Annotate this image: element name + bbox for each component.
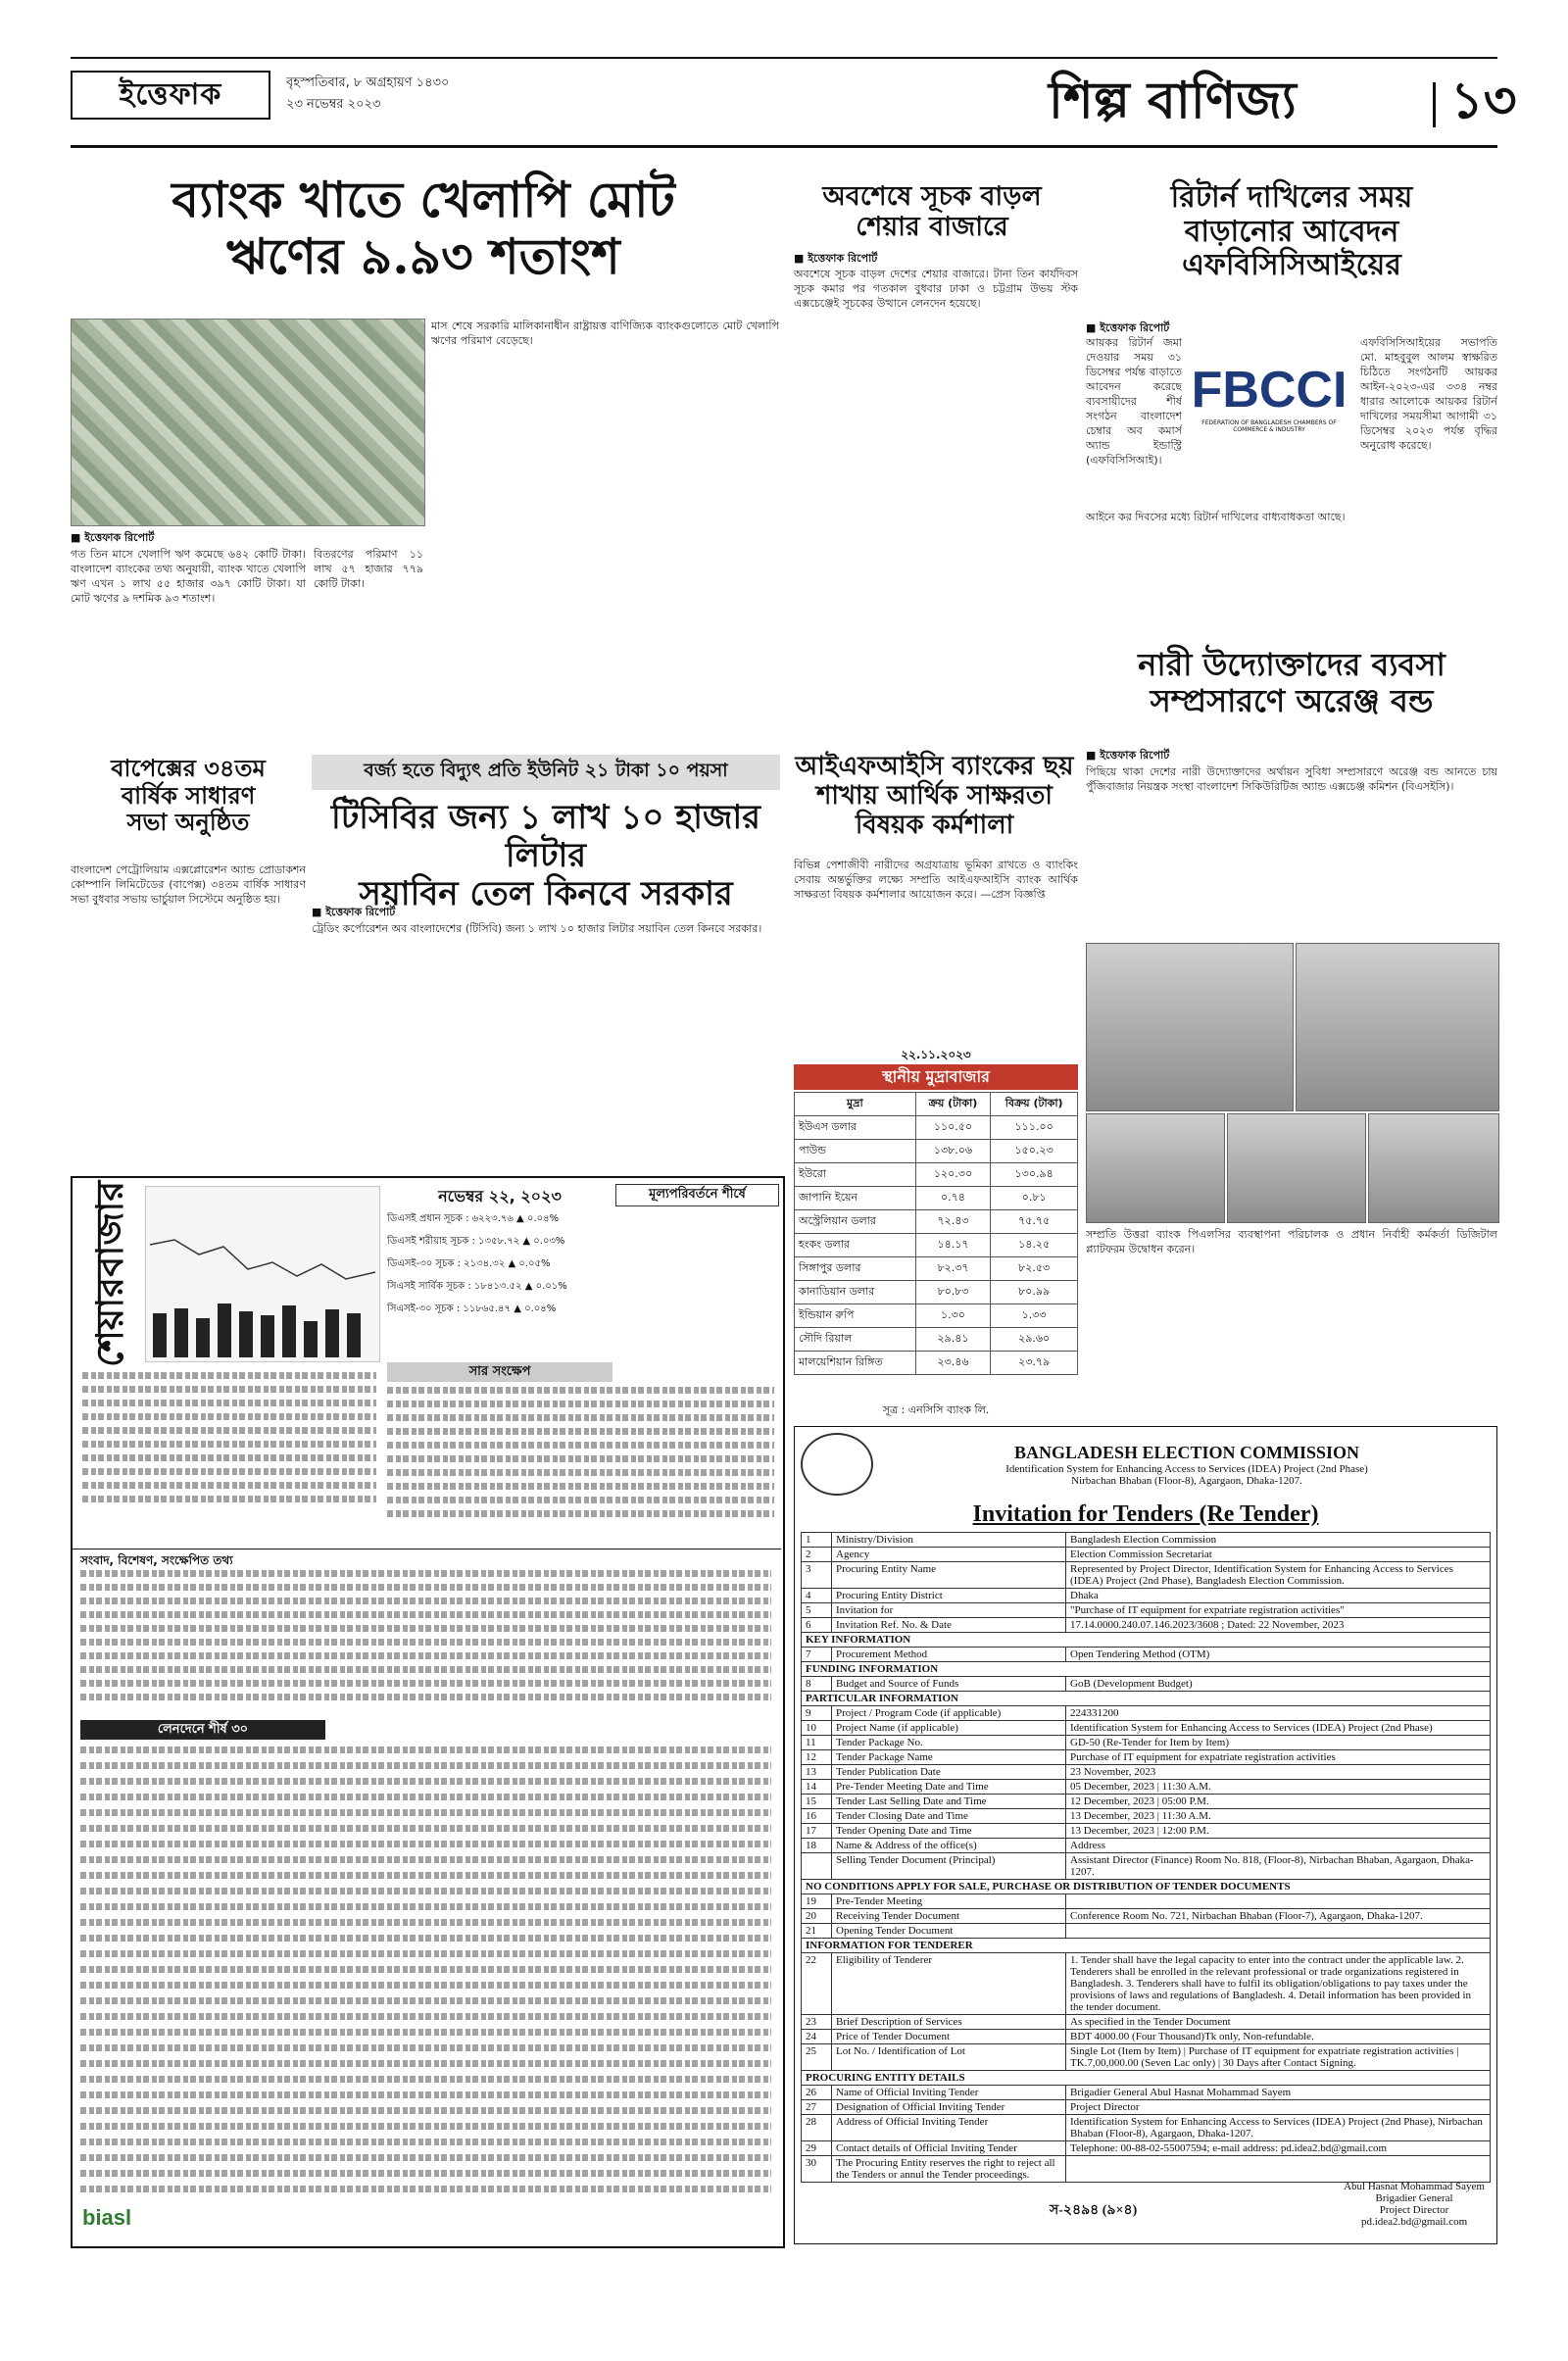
tender-row-value: As specified in the Tender Document xyxy=(1066,2015,1491,2030)
currency-cell: ৭৫.৭৫ xyxy=(991,1210,1078,1234)
currency-header: বিক্রয় (টাকা) xyxy=(991,1093,1078,1116)
tender-row xyxy=(802,2071,1491,2086)
tender-row-number: 9 xyxy=(802,1706,832,1721)
tender-section-heading: INFORMATION FOR TENDERER xyxy=(802,1939,1491,1953)
tender-row-number: 5 xyxy=(802,1603,832,1618)
tender-row-number: 18 xyxy=(802,1839,832,1853)
index-line-item: সিএসই সার্বিক সূচক : ১৮৪১৩.৫২ ▲ ০.০১% xyxy=(387,1281,567,1292)
bapex-headline-3: সভা অনুষ্ঠিত xyxy=(126,808,250,837)
tender-row xyxy=(802,2141,1491,2156)
tender-section-heading: PARTICULAR INFORMATION xyxy=(802,1692,1491,1706)
tender-row-label: The Procuring Entity reserves the right to reject all the Tenders or annul the Tender proceedings. xyxy=(832,2156,1066,2183)
tender-section-heading: KEY INFORMATION xyxy=(802,1633,1491,1648)
currency-cell: ২৯.৬০ xyxy=(991,1328,1078,1352)
currency-cell: ৭২.৪৩ xyxy=(915,1210,991,1234)
tender-row-value: Open Tendering Method (OTM) xyxy=(1066,1648,1491,1662)
main-byline: ■ ইত্তেফাক রিপোর্ট xyxy=(71,531,155,544)
bapex-headline-1: বাপেক্সের ৩৪তম xyxy=(111,754,266,782)
tender-row xyxy=(802,1648,1491,1662)
fbcci-headline xyxy=(1086,181,1497,283)
tender-row-value: 13 December, 2023 | 12:00 P.M. xyxy=(1066,1824,1491,1839)
currency-cell: ৮০.৯৯ xyxy=(991,1281,1078,1304)
tender-row-value: Project Director xyxy=(1066,2100,1491,2115)
tcb-headline xyxy=(312,799,780,913)
tender-row-label: Ministry/Division xyxy=(832,1533,1066,1548)
market-headline-2: শেয়ার বাজারে xyxy=(856,212,1008,243)
tender-row-number: 19 xyxy=(802,1894,832,1909)
uttara-caption: সম্প্রতি উত্তরা ব্যাংক পিএলসির ব্যবস্থাপনা পরিচালক ও প্রধান নির্বাহী কর্মকর্তা ডিজিটাল প্ল্যাটফরম উদ্বোধন করেন। xyxy=(1086,1228,1497,1255)
currency-cell: ১১০.৫০ xyxy=(915,1116,991,1140)
women-headline-2: সম্প্রসারণে অরেঞ্জ বন্ড xyxy=(1150,681,1434,719)
uttara-photo-5 xyxy=(1368,1113,1499,1223)
index-line-item: ডিএসই-৩০ সূচক : ২১৩৪.৩২ ▲ ০.০৫% xyxy=(387,1258,551,1269)
main-lead: গত তিন মাসে খেলাপি ঋণ কমেছে ৬৪২ কোটি টাকা। বাংলাদেশ ব্যাংকের তথ্য অনুযায়ী, ব্যাংক খাতে খেলাপি ঋণ এখন ১ লাখ ৫৫ হাজার ৩৯৭ কোটি টাকা। যা মোট ঋণের ৯ দশমিক ৯৩ শতাংশ। xyxy=(71,548,306,605)
tender-row xyxy=(802,1662,1491,1677)
tender-row-number: 20 xyxy=(802,1909,832,1924)
fbcci-byline: ■ ইত্তেফাক রিপোর্ট xyxy=(1086,321,1170,334)
tender-row-label: Tender Opening Date and Time xyxy=(832,1824,1066,1839)
tender-row-value: Election Commission Secretariat xyxy=(1066,1548,1491,1562)
tender-row-label: Eligibility of Tenderer xyxy=(832,1953,1066,2015)
tender-row-value: 05 December, 2023 | 11:30 A.M. xyxy=(1066,1780,1491,1795)
women-lead: পিছিয়ে থাকা দেশের নারী উদ্যোক্তাদের অর্থায়ন সুবিধা সম্প্রসারণে অরেঞ্জ বন্ড আনতে চায় পুঁজিবাজার নিয়ন্ত্রক সংস্থা বাংলাদেশ সিকিউরিটিজ অ্যান্ড এক্সচেঞ্জ কমিশন (বিএসইসি)। xyxy=(1086,765,1497,793)
uttara-photo-2 xyxy=(1296,943,1499,1111)
tender-row-value: 13 December, 2023 | 11:30 A.M. xyxy=(1066,1809,1491,1824)
tender-row xyxy=(802,1880,1491,1894)
women-headline-1: নারী উদ্যোক্তাদের ব্যবসা xyxy=(1138,646,1446,683)
ific-headline-1: আইএফআইসি ব্যাংকের ছয় xyxy=(795,752,1074,781)
ific-headline-3: বিষয়ক কর্মশালা xyxy=(855,810,1014,840)
page-number: ১৩ xyxy=(1450,71,1517,130)
tender-row xyxy=(802,2115,1491,2141)
currency-header: মুদ্রা xyxy=(795,1093,916,1116)
tender-row-number: 6 xyxy=(802,1618,832,1633)
tcb-byline: ■ ইত্তেফাক রিপোর্ট xyxy=(312,906,396,918)
tender-section-heading: PROCURING ENTITY DETAILS xyxy=(802,2071,1491,2086)
index-lines xyxy=(387,1207,612,1320)
tender-row-number: 22 xyxy=(802,1953,832,2015)
volume-bar xyxy=(347,1313,361,1357)
currency-cell: ২৩.৪৬ xyxy=(915,1352,991,1375)
tender-row-label: Receiving Tender Document xyxy=(832,1909,1066,1924)
index-line-item: ডিএসই প্রধান সূচক : ৬২২৩.৭৬ ▲ ০.০৪% xyxy=(387,1213,560,1224)
tender-row-value: 12 December, 2023 | 05:00 P.M. xyxy=(1066,1795,1491,1809)
tender-notice xyxy=(794,1426,1497,2244)
tender-row-label: Tender Publication Date xyxy=(832,1765,1066,1780)
tender-row xyxy=(802,1677,1491,1692)
tender-row-value xyxy=(1066,1924,1491,1939)
fbcci-lead: আয়কর রিটার্ন জমা দেওয়ার সময় ৩১ ডিসেম্বর পর্যন্ত বাড়াতে আবেদন করেছে ব্যবসায়ীদের শীর্ষ সংগঠন বাংলাদেশ চেম্বার অব কমার্স অ্যান্ড ইন্ডাস্ট্রি (এফবিসিসিআই)। xyxy=(1086,336,1182,467)
tender-row-value: Identification System for Enhancing Access to Services (IDEA) Project (2nd Phase), Nirbachan Bhaban (Floor-8), Agargaon, Dhaka-1207. xyxy=(1066,2115,1491,2141)
tender-row-number xyxy=(802,1853,832,1880)
currency-header-row xyxy=(795,1093,1078,1116)
tender-row xyxy=(802,2086,1491,2100)
tender-row-label: Address of Official Inviting Tender xyxy=(832,2115,1066,2141)
main-headline xyxy=(71,172,776,284)
section-divider xyxy=(1433,82,1436,127)
tender-row-label: Project Name (if applicable) xyxy=(832,1721,1066,1736)
currency-date: ২২.১১.২০২৩ xyxy=(901,1048,971,1061)
currency-cell: ১২০.৩০ xyxy=(915,1163,991,1187)
fbcci-logo xyxy=(1186,338,1352,456)
listing-strips-left xyxy=(82,1372,376,1544)
tender-row-number: 8 xyxy=(802,1677,832,1692)
tender-row xyxy=(802,1953,1491,2015)
tender-row-value: Purchase of IT equipment for expatriate registration activities xyxy=(1066,1750,1491,1765)
tender-row-label: Tender Closing Date and Time xyxy=(832,1809,1066,1824)
tender-row-number: 2 xyxy=(802,1548,832,1562)
signatory-name: Abul Hasnat Mohammad Sayem xyxy=(1344,2181,1485,2192)
tender-row-label: Procuring Entity District xyxy=(832,1589,1066,1603)
tender-row-number: 10 xyxy=(802,1721,832,1736)
currency-cell: সিঙ্গাপুর ডলার xyxy=(795,1257,916,1281)
currency-cell: ইউএস ডলার xyxy=(795,1116,916,1140)
tender-project: Identification System for Enhancing Access to Services (IDEA) Project (2nd Phase) xyxy=(1005,1462,1368,1475)
tcb-headline-2: সয়াবিন তেল কিনবে সরকার xyxy=(359,874,733,914)
tender-row-label: Designation of Official Inviting Tender xyxy=(832,2100,1066,2115)
main-col-2: বিতরণের পরিমাণ ১১ লাখ ৫৭ হাজার ৭৭৯ কোটি টাকা। xyxy=(314,548,423,590)
index-line-item: সিএসই-৩০ সূচক : ১১৮৬৫.৪৭ ▲ ০.০৪% xyxy=(387,1303,557,1314)
tender-row-value: Conference Room No. 721, Nirbachan Bhaban (Floor-7), Agargaon, Dhaka-1207. xyxy=(1066,1909,1491,1924)
tender-row xyxy=(802,1909,1491,1924)
tender-row-label: Tender Last Selling Date and Time xyxy=(832,1795,1066,1809)
tcb-kicker: বর্জ্য হতে বিদ্যুৎ প্রতি ইউনিট ২১ টাকা ১০ পয়সা xyxy=(312,755,780,790)
tender-row-value: GoB (Development Budget) xyxy=(1066,1677,1491,1692)
tender-title: Invitation for Tenders (Re Tender) xyxy=(972,1501,1319,1527)
tender-row-value: Dhaka xyxy=(1066,1589,1491,1603)
tcb-lead: ট্রেডিং কর্পোরেশন অব বাংলাদেশের (টিসিবি) জন্য ১ লাখ ১০ হাজার লিটার সয়াবিন তেল কিনবে সরকার। xyxy=(312,922,762,935)
tender-row-number: 29 xyxy=(802,2141,832,2156)
currency-row xyxy=(795,1281,1078,1304)
volume-bar xyxy=(153,1313,167,1357)
tender-row-number: 1 xyxy=(802,1533,832,1548)
volume-bar xyxy=(196,1318,210,1357)
tender-org: BANGLADESH ELECTION COMMISSION xyxy=(1013,1442,1360,1462)
currency-cell: হংকং ডলার xyxy=(795,1234,916,1257)
tender-row-value: 1. Tender shall have the legal capacity to enter into the contract under the applicable law. 2. Tenderers shall be enrolled in the relevant professional or trade organizations registered in Bangladesh. 3. Tenderers shall have to fulfil its obligation/obligations to pay taxes under the provisions of laws and regulations of Bangladesh. 4. Detail information has been provided in the tender document. xyxy=(1066,1953,1491,2015)
tender-row-label: Invitation for xyxy=(832,1603,1066,1618)
tender-row-label: Contact details of Official Inviting Tender xyxy=(832,2141,1066,2156)
currency-row xyxy=(795,1257,1078,1281)
tender-row-number: 24 xyxy=(802,2030,832,2044)
election-commission-seal xyxy=(801,1433,873,1496)
tender-row xyxy=(802,1533,1491,1548)
tender-row-number: 28 xyxy=(802,2115,832,2141)
tender-row-label: Lot No. / Identification of Lot xyxy=(832,2044,1066,2071)
tender-row xyxy=(802,1562,1491,1589)
currency-row xyxy=(795,1210,1078,1234)
date-line-2: ২৩ নভেম্বর ২০২৩ xyxy=(286,97,381,112)
tender-row xyxy=(802,1750,1491,1765)
tender-row xyxy=(802,2156,1491,2183)
currency-cell: জাপানি ইয়েন xyxy=(795,1187,916,1210)
tender-section-heading: FUNDING INFORMATION xyxy=(802,1662,1491,1677)
signatory-email: pd.idea2.bd@gmail.com xyxy=(1360,2216,1468,2228)
tender-row-value: Assistant Director (Finance) Room No. 818, (Floor-8), Nirbachan Bhaban, Agargaon, Dhaka-1207. xyxy=(1066,1853,1491,1880)
currency-cell: কানাডিয়ান ডলার xyxy=(795,1281,916,1304)
tender-row-value: Brigadier General Abul Hasnat Mohammad Sayem xyxy=(1066,2086,1491,2100)
tender-row-label: Name of Official Inviting Tender xyxy=(832,2086,1066,2100)
tender-row xyxy=(802,1721,1491,1736)
tender-row-number: 3 xyxy=(802,1562,832,1589)
uttara-photo-1 xyxy=(1086,943,1294,1111)
currency-cell: ২৯.৪১ xyxy=(915,1328,991,1352)
tender-row-value xyxy=(1066,2156,1491,2183)
currency-source: সূত্র : এনসিসি ব্যাংক লি. xyxy=(882,1403,990,1416)
tender-row-number: 12 xyxy=(802,1750,832,1765)
tender-row-value: 23 November, 2023 xyxy=(1066,1765,1491,1780)
tender-row xyxy=(802,1809,1491,1824)
tcb-headline-1: টিসিবির জন্য ১ লাখ ১০ হাজার লিটার xyxy=(330,798,760,876)
currency-cell: ০.৭৪ xyxy=(915,1187,991,1210)
volume-bar xyxy=(261,1315,274,1357)
newspaper-logo: ইত্তেফাক xyxy=(71,71,270,120)
tender-row-value: GD-50 (Re-Tender for Item by Item) xyxy=(1066,1736,1491,1750)
main-col-3: মাস শেষে সরকারি মালিকানাধীন রাষ্ট্রায়ত্ত বাণিজ্যিক ব্যাংকগুলোতে মোট খেলাপি ঋণের পরিমাণ বেড়েছে। xyxy=(431,320,779,347)
news-strips xyxy=(80,1570,771,1717)
tender-row-number: 14 xyxy=(802,1780,832,1795)
tender-row-value: Bangladesh Election Commission xyxy=(1066,1533,1491,1548)
currency-cell: ১.৩৩ xyxy=(991,1304,1078,1328)
currency-cell: পাউন্ড xyxy=(795,1140,916,1163)
section-title: শিল্প বাণিজ্য xyxy=(1049,71,1297,130)
currency-cell: ০.৮১ xyxy=(991,1187,1078,1210)
tender-row-label: Selling Tender Document (Principal) xyxy=(832,1853,1066,1880)
bapex-lead: বাংলাদেশ পেট্রোলিয়াম এক্সপ্লোরেশন অ্যান্ড প্রোডাকশন কোম্পানি লিমিটেডের (বাপেক্স) ৩৪তম বার্ষিক সাধারণ সভা বুধবার সভায় ভার্চুয়াল সিস্টেমে অনুষ্ঠিত হয়। xyxy=(71,863,306,906)
tender-row xyxy=(802,2030,1491,2044)
currency-row xyxy=(795,1234,1078,1257)
tender-row-value: Address xyxy=(1066,1839,1491,1853)
signatory-rank: Brigadier General xyxy=(1375,2192,1453,2204)
main-headline-line-2: ঋণের ৯.৯৩ শতাংশ xyxy=(226,226,620,285)
currency-row xyxy=(795,1163,1078,1187)
listing-strips-summary xyxy=(387,1387,774,1544)
fbcci-col-2: এফবিসিসিআইয়ের সভাপতি মো. মাহবুবুল আলম স্বাক্ষরিত চিঠিতে সংগঠনটি আয়কর আইন-২০২৩-এর ৩৩৪ নম্বর ধারার আলোকে আয়কর রিটার্ন দাখিলের সময়সীমা আগামী ৩১ ডিসেম্বর ২০২৩ পর্যন্ত বৃদ্ধির অনুরোধ করেছে। xyxy=(1360,336,1497,452)
fbcci-col-3: আইনে কর দিবসের মধ্যে রিটার্ন দাখিলের বাধ্যবাধকতা আছে। xyxy=(1086,511,1346,523)
volume-bar xyxy=(218,1303,231,1357)
tender-row xyxy=(802,1548,1491,1562)
currency-cell: ১৪.১৭ xyxy=(915,1234,991,1257)
trade-table-strips xyxy=(80,1746,771,2197)
tender-row-label: Project / Program Code (if applicable) xyxy=(832,1706,1066,1721)
currency-row xyxy=(795,1352,1078,1375)
index-line-item: ডিএসই শরীয়াহ সূচক : ১৩৫৮.৭২ ▲ ০.০৩% xyxy=(387,1236,565,1247)
index-chart xyxy=(145,1186,380,1362)
tender-row-value: 17.14.0000.240.07.146.2023/3608 ; Dated: 22 November, 2023 xyxy=(1066,1618,1491,1633)
tender-row-value: Represented by Project Director, Identification System for Enhancing Access to Services (IDEA) Project (2nd Phase), Bangladesh Election Commission. xyxy=(1066,1562,1491,1589)
tender-row-value: Identification System for Enhancing Access to Services (IDEA) Project (2nd Phase) xyxy=(1066,1721,1491,1736)
date-block xyxy=(286,73,449,116)
tender-row-number: 26 xyxy=(802,2086,832,2100)
tender-row-label: Procurement Method xyxy=(832,1648,1066,1662)
sharebazar-date: নভেম্বর ২২, ২০২৩ xyxy=(438,1187,562,1205)
tender-row-value[interactable]: Telephone: 00-88-02-55007594; e-mail address: pd.idea2.bd@gmail.com xyxy=(1066,2141,1491,2156)
ad-code: স-২৪৯৪ (৯×৪) xyxy=(1050,2203,1138,2218)
ific-headline-2: শাখায় আর্থিক সাক্ষরতা xyxy=(816,780,1053,811)
women-byline: ■ ইত্তেফাক রিপোর্ট xyxy=(1086,749,1170,762)
tender-row-value: "Purchase of IT equipment for expatriate registration activities" xyxy=(1066,1603,1491,1618)
tender-row xyxy=(802,1853,1491,1880)
tender-row-label: Pre-Tender Meeting Date and Time xyxy=(832,1780,1066,1795)
summary-title: সার সংক্ষেপ xyxy=(387,1362,612,1382)
fbcci-logo-text: FBCCI xyxy=(1191,362,1348,418)
tender-row xyxy=(802,1706,1491,1721)
currency-header: ক্রয় (টাকা) xyxy=(915,1093,991,1116)
tender-row-number: 23 xyxy=(802,2015,832,2030)
currency-cell: সৌদি রিয়াল xyxy=(795,1328,916,1352)
currency-cell: ইউরো xyxy=(795,1163,916,1187)
tender-row xyxy=(802,2015,1491,2030)
tender-row xyxy=(802,1692,1491,1706)
fbcci-headline-2: বাড়ানোর আবেদন xyxy=(1184,214,1399,249)
tender-row-number: 16 xyxy=(802,1809,832,1824)
market-lead: অবশেষে সূচক বাড়ল দেশের শেয়ার বাজারে। টানা তিন কার্যদিবস সূচক কমার পর গতকাল বুধবার ঢাকা ও চট্টগ্রাম উভয় স্টক এক্সচেঞ্জেই সূচকের উত্থানে লেনদেন হয়েছে। xyxy=(794,268,1078,310)
tender-section-heading: NO CONDITIONS APPLY FOR SALE, PURCHASE OR DISTRIBUTION OF TENDER DOCUMENTS xyxy=(802,1880,1491,1894)
tender-row xyxy=(802,1765,1491,1780)
bapex-headline-2: বার্ষিক সাধারণ xyxy=(121,780,256,810)
tender-row-value: Single Lot (Item by Item) | Purchase of IT equipment for expatriate registration activities | TK.7,00,000.00 (Seven Lac only) | 30 Days after Contact Signing. xyxy=(1066,2044,1491,2071)
currency-row xyxy=(795,1116,1078,1140)
tender-row-value: BDT 4000.00 (Four Thousand)Tk only, Non-refundable. xyxy=(1066,2030,1491,2044)
tender-row xyxy=(802,1633,1491,1648)
currency-cell: ১৩০.৯৪ xyxy=(991,1163,1078,1187)
currency-cell: ১৩৮.০৬ xyxy=(915,1140,991,1163)
tender-row-label: Name & Address of the office(s) xyxy=(832,1839,1066,1853)
ific-lead: বিভিন্ন পেশাজীবী নারীদের অগ্রযাত্রায় ভূমিকা রাখতে ও ব্যাংকিং সেবায় অন্তর্ভুক্তির লক্ষ্যে সম্প্রতি আইএফআইসি ব্যাংক আর্থিক সাক্ষরতা বিষয়ক কর্মশালার আয়োজন করে। —প্রেস বিজ্ঞপ্তি xyxy=(794,859,1078,901)
currency-cell: ১.৩০ xyxy=(915,1304,991,1328)
tender-row xyxy=(802,1894,1491,1909)
tender-row xyxy=(802,1839,1491,1853)
tender-row xyxy=(802,1603,1491,1618)
top-rule xyxy=(71,57,1497,59)
tender-row-number: 4 xyxy=(802,1589,832,1603)
tender-row-value xyxy=(1066,1894,1491,1909)
tender-row-label: Invitation Ref. No. & Date xyxy=(832,1618,1066,1633)
currency-cell: ১৪.২৫ xyxy=(991,1234,1078,1257)
tender-row xyxy=(802,2044,1491,2071)
currency-cell: অস্ট্রেলিয়ান ডলার xyxy=(795,1210,916,1234)
biasl-logo: biasl xyxy=(82,2205,132,2230)
money-photo xyxy=(71,319,425,526)
tender-row-label: Procuring Entity Name xyxy=(832,1562,1066,1589)
tender-address: Nirbachan Bhaban (Floor-8), Agargaon, Dhaka-1207. xyxy=(1071,1474,1302,1487)
tender-header-text xyxy=(883,1443,1491,1487)
market-headline xyxy=(790,181,1074,242)
tender-row xyxy=(802,1618,1491,1633)
tender-row-label: Price of Tender Document xyxy=(832,2030,1066,2044)
currency-cell: ২৩.৭৯ xyxy=(991,1352,1078,1375)
tender-signature-block xyxy=(1344,2181,1485,2228)
tender-row-number: 11 xyxy=(802,1736,832,1750)
currency-row xyxy=(795,1304,1078,1328)
tender-row xyxy=(802,1589,1491,1603)
tender-row xyxy=(802,1939,1491,1953)
tender-header xyxy=(801,1433,1491,1496)
tender-row-label: Budget and Source of Funds xyxy=(832,1677,1066,1692)
currency-row xyxy=(795,1187,1078,1210)
volume-bar xyxy=(304,1321,318,1357)
currency-cell: ১৫০.২৩ xyxy=(991,1140,1078,1163)
tender-row-number: 15 xyxy=(802,1795,832,1809)
tender-row-value: 224331200 xyxy=(1066,1706,1491,1721)
uttara-photo-4 xyxy=(1227,1113,1366,1223)
tender-row-number: 30 xyxy=(802,2156,832,2183)
tender-table xyxy=(801,1532,1491,2183)
tender-row xyxy=(802,1924,1491,1939)
fbcci-headline-1: রিটার্ন দাখিলের সময় xyxy=(1170,180,1413,215)
currency-cell: ইন্ডিয়ান রুপি xyxy=(795,1304,916,1328)
tender-row-number: 13 xyxy=(802,1765,832,1780)
bapex-headline xyxy=(71,755,306,836)
tender-row-number: 7 xyxy=(802,1648,832,1662)
market-headline-1: অবশেষে সূচক বাড়ল xyxy=(822,181,1042,212)
currency-table xyxy=(794,1092,1078,1375)
tender-row-label: Agency xyxy=(832,1548,1066,1562)
tender-row-number: 27 xyxy=(802,2100,832,2115)
top-change-title: মূল্যপরিবর্তনে শীর্ষে xyxy=(615,1184,779,1206)
tender-row-label: Opening Tender Document xyxy=(832,1924,1066,1939)
volume-bar xyxy=(239,1311,253,1357)
currency-cell: ১১১.০০ xyxy=(991,1116,1078,1140)
tender-row-number: 21 xyxy=(802,1924,832,1939)
main-headline-line-1: ব্যাংক খাতে খেলাপি মোট xyxy=(172,171,675,228)
volume-bar xyxy=(174,1308,188,1357)
tender-row xyxy=(802,1780,1491,1795)
ific-headline xyxy=(790,753,1079,841)
uttara-photo-3 xyxy=(1086,1113,1225,1223)
currency-cell: মালয়েশিয়ান রিঙ্গিত xyxy=(795,1352,916,1375)
women-headline xyxy=(1086,647,1497,719)
volume-bar xyxy=(325,1309,339,1357)
tender-row xyxy=(802,1795,1491,1809)
tender-row xyxy=(802,1736,1491,1750)
tender-row-label: Tender Package No. xyxy=(832,1736,1066,1750)
currency-cell: ৮২.৫৩ xyxy=(991,1257,1078,1281)
top-trade-title: লেনদেনে শীর্ষ ৩০ xyxy=(80,1720,325,1740)
tender-row-number: 17 xyxy=(802,1824,832,1839)
currency-row xyxy=(795,1328,1078,1352)
fbcci-headline-3: এফবিসিসিআইয়ের xyxy=(1182,248,1401,282)
tender-row-number: 25 xyxy=(802,2044,832,2071)
signatory-title: Project Director xyxy=(1379,2204,1449,2216)
currency-row xyxy=(795,1140,1078,1163)
market-byline: ■ ইত্তেফাক রিপোর্ট xyxy=(794,252,878,265)
tender-row xyxy=(802,1824,1491,1839)
date-line-1: বৃহস্পতিবার, ৮ অগ্রহায়ণ ১৪৩০ xyxy=(286,75,450,90)
news-title: সংবাদ, বিশেষণ, সংক্ষেপিত তথ্য xyxy=(80,1553,233,1567)
currency-cell: ৮২.৩৭ xyxy=(915,1257,991,1281)
sharebazar-vertical-title: শেয়ারবাজার xyxy=(87,1180,131,1368)
currency-cell: ৮০.৮৩ xyxy=(915,1281,991,1304)
tender-row-label: Pre-Tender Meeting xyxy=(832,1894,1066,1909)
tender-row-label: Brief Description of Services xyxy=(832,2015,1066,2030)
fbcci-logo-caption: FEDERATION OF BANGLADESH CHAMBERS OF COMMERCE & INDUSTRY xyxy=(1201,419,1337,433)
currency-title: স্থানীয় মুদ্রাবাজার xyxy=(794,1064,1078,1090)
tender-row-label: Tender Package Name xyxy=(832,1750,1066,1765)
volume-bar xyxy=(282,1305,296,1357)
tender-row xyxy=(802,2100,1491,2115)
